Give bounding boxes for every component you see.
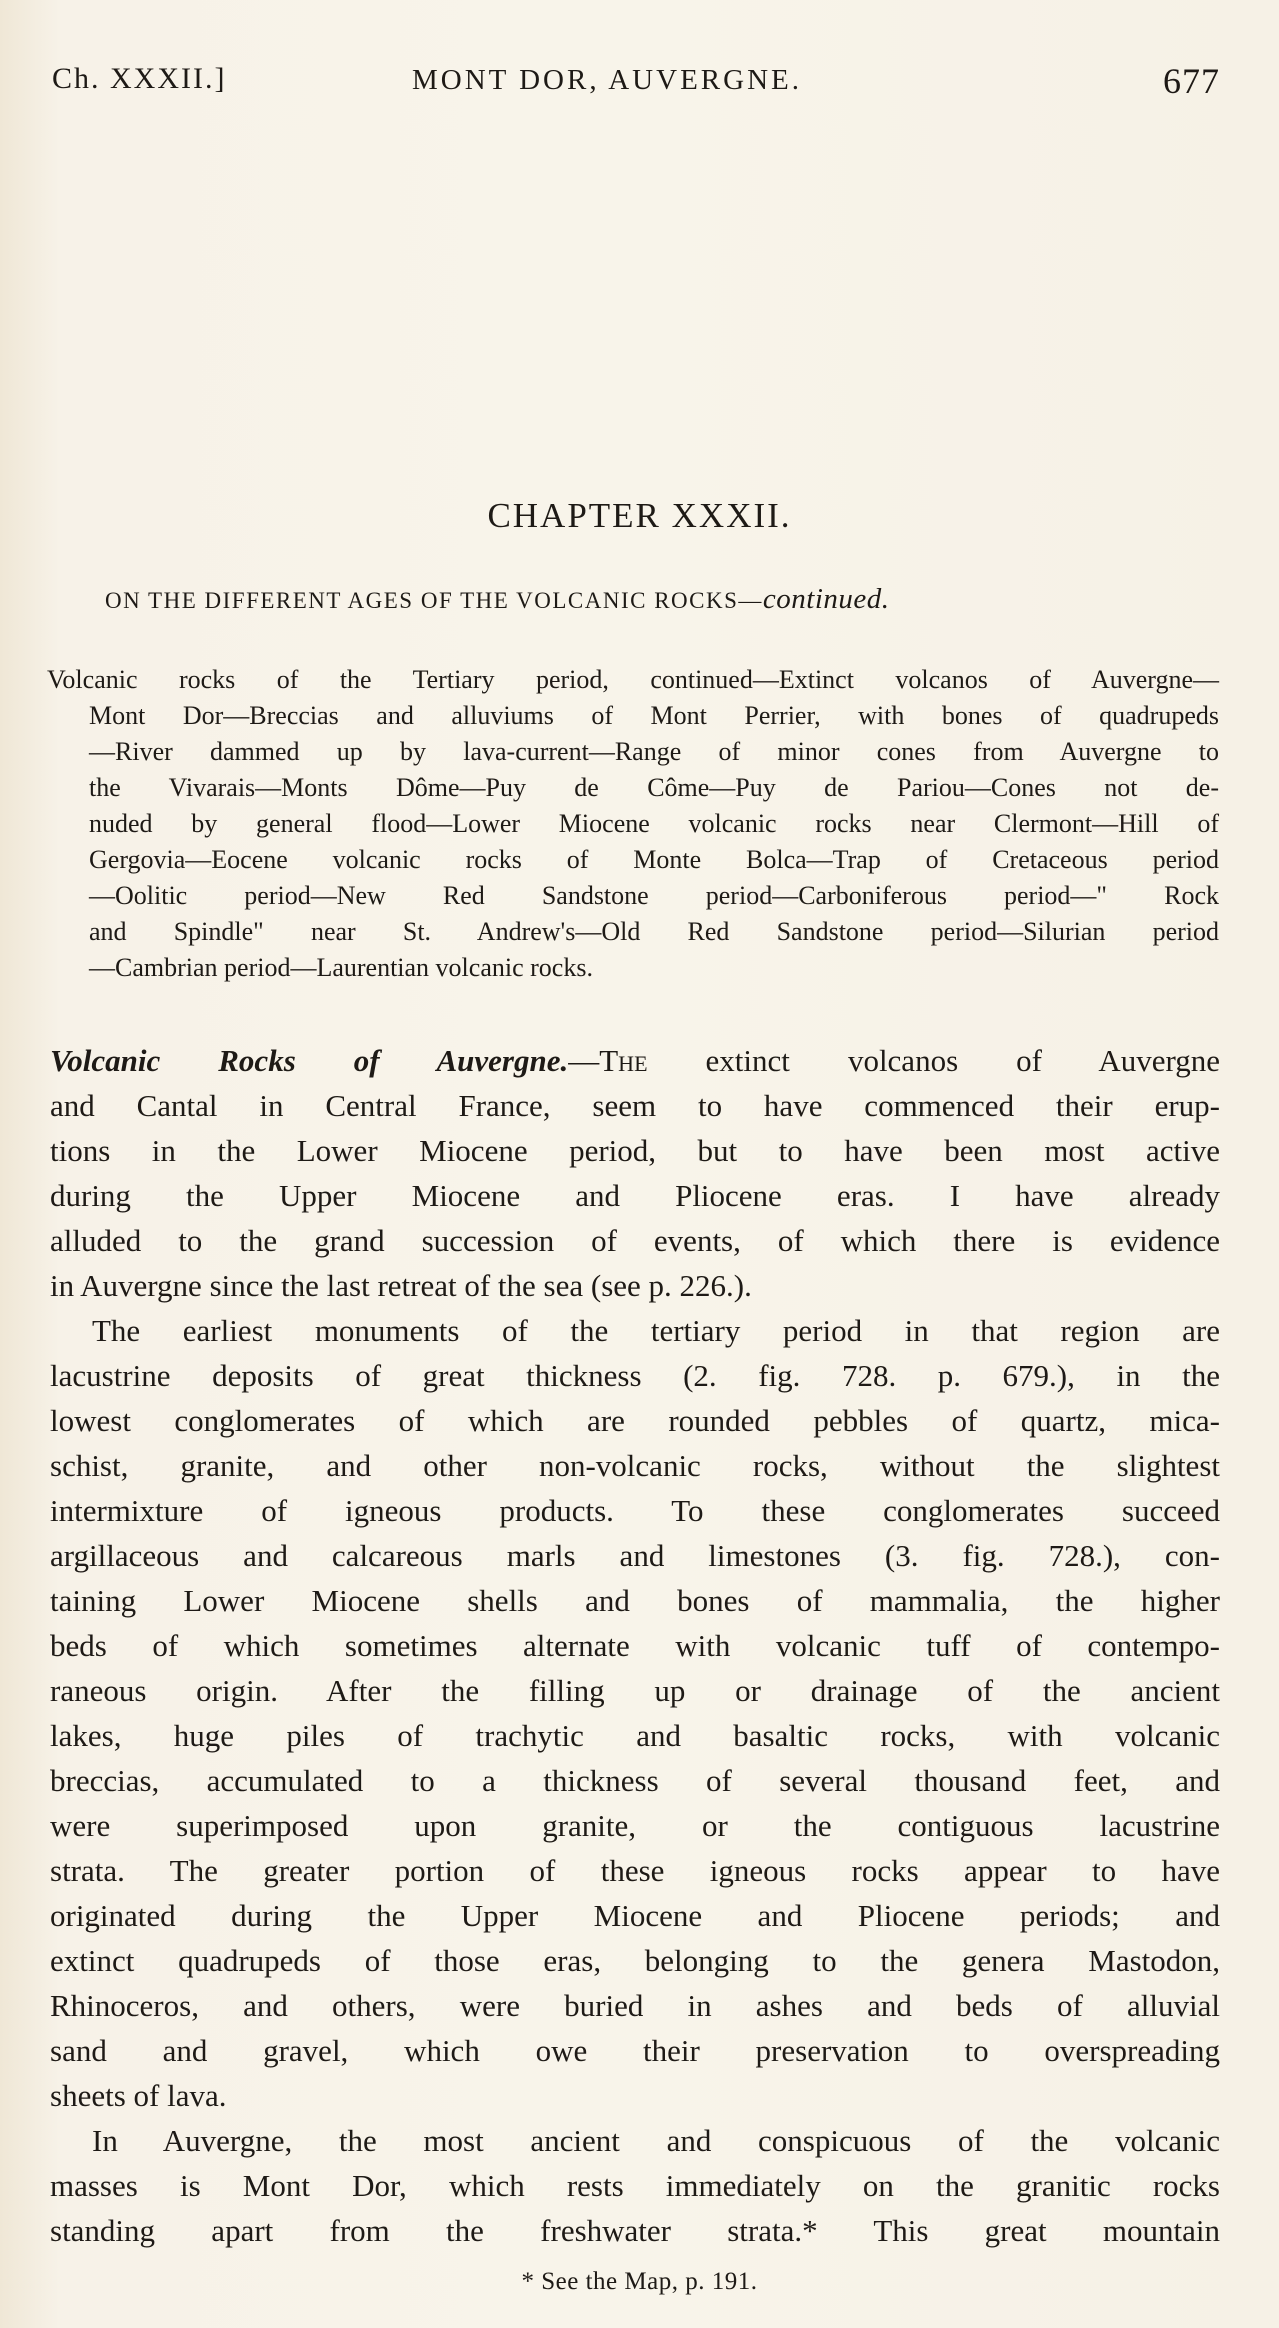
running-title: MONT DOR, AUVERGNE.: [412, 64, 802, 96]
body-line: In Auvergne, the most ancient and conspicuous of the volcanic: [92, 2123, 1220, 2158]
chapter-reference: Ch. XXXII.]: [52, 62, 227, 95]
chapter-subtitle: [105, 583, 1195, 616]
summary-line: Mont Dor—Breccias and alluviums of Mont Perrier, with bones of quadrupeds: [89, 701, 1219, 730]
summary-line: Gergovia—Eocene volcanic rocks of Monte Bolca—Trap of Cretaceous period: [89, 845, 1219, 874]
body-line: extinct quadrupeds of those eras, belonging to the genera Mastodon,: [50, 1943, 1220, 1978]
body-text: [50, 1038, 1220, 2253]
body-line: tions in the Lower Miocene period, but to have been most active: [50, 1133, 1220, 1168]
body-line: taining Lower Miocene shells and bones of mammalia, the higher: [50, 1583, 1220, 1618]
chapter-subtitle-continued: continued.: [762, 583, 890, 615]
body-line: intermixture of igneous products. To these conglomerates succeed: [50, 1493, 1220, 1528]
summary-line: the Vivarais—Monts Dôme—Puy de Côme—Puy de Pariou—Cones not de-: [89, 773, 1219, 802]
body-line: schist, granite, and other non-volcanic rocks, without the slightest: [50, 1448, 1220, 1483]
body-line: lakes, huge piles of trachytic and basaltic rocks, with volcanic: [50, 1718, 1220, 1753]
body-line: argillaceous and calcareous marls and limestones (3. fig. 728.), con-: [50, 1538, 1220, 1573]
body-line: in Auvergne since the last retreat of the sea (see p. 226.).: [50, 1268, 752, 1303]
body-line: The earliest monuments of the tertiary period in that region are: [92, 1313, 1220, 1348]
summary-line: —River dammed up by lava-current—Range of minor cones from Auvergne to: [89, 737, 1219, 766]
body-line: Rhinoceros, and others, were buried in ashes and beds of alluvial: [50, 1988, 1220, 2023]
body-line: breccias, accumulated to a thickness of several thousand feet, and: [50, 1763, 1220, 1798]
body-line: during the Upper Miocene and Pliocene eras. I have already: [50, 1178, 1220, 1213]
body-line: strata. The greater portion of these igneous rocks appear to have: [50, 1853, 1220, 1888]
summary-line: nuded by general flood—Lower Miocene volcanic rocks near Clermont—Hill of: [89, 809, 1219, 838]
chapter-subtitle-main: ON THE DIFFERENT AGES OF THE VOLCANIC ROCKS—: [105, 588, 763, 613]
body-line: lowest conglomerates of which are rounded pebbles of quartz, mica-: [50, 1403, 1220, 1438]
body-line: alluded to the grand succession of events, of which there is evidence: [50, 1223, 1220, 1258]
body-line: raneous origin. After the filling up or drainage of the ancient: [50, 1673, 1220, 1708]
body-line: and Cantal in Central France, seem to have commenced their erup-: [50, 1088, 1220, 1123]
heading-dash: —: [568, 1043, 600, 1078]
summary-line: and Spindle" near St. Andrew's—Old Red Sandstone period—Silurian period: [89, 917, 1219, 946]
body-first-line: [50, 1038, 1220, 1083]
summary-line: —Oolitic period—New Red Sandstone period—Carboniferous period—" Rock: [89, 881, 1219, 910]
body-line: were superimposed upon granite, or the contiguous lacustrine: [50, 1808, 1220, 1843]
body-line: sheets of lava.: [50, 2078, 227, 2113]
body-line: standing apart from the freshwater strata.* This great mountain: [50, 2213, 1220, 2248]
summary-line: Volcanic rocks of the Tertiary period, continued—Extinct volcanos of Auvergne—: [47, 665, 1219, 694]
body-line: masses is Mont Dor, which rests immediately on the granitic rocks: [50, 2168, 1220, 2203]
chapter-title: CHAPTER XXXII.: [487, 496, 792, 535]
summary-line: —Cambrian period—Laurentian volcanic rocks.: [89, 953, 593, 982]
page-number: 677: [1163, 61, 1220, 101]
opening-word: The: [599, 1043, 648, 1078]
running-head: [52, 62, 1220, 106]
body-line: originated during the Upper Miocene and Pliocene periods; and: [50, 1898, 1220, 1933]
first-line-rest: extinct volcanos of Auvergne: [647, 1043, 1220, 1078]
section-heading: Volcanic Rocks of Auvergne.: [50, 1043, 569, 1078]
chapter-summary: [47, 662, 1219, 986]
body-line: beds of which sometimes alternate with volcanic tuff of contempo-: [50, 1628, 1220, 1663]
footnote: * See the Map, p. 191.: [521, 2268, 758, 2295]
body-line: lacustrine deposits of great thickness (2. fig. 728. p. 679.), in the: [50, 1358, 1220, 1393]
body-line: sand and gravel, which owe their preservation to overspreading: [50, 2033, 1220, 2068]
